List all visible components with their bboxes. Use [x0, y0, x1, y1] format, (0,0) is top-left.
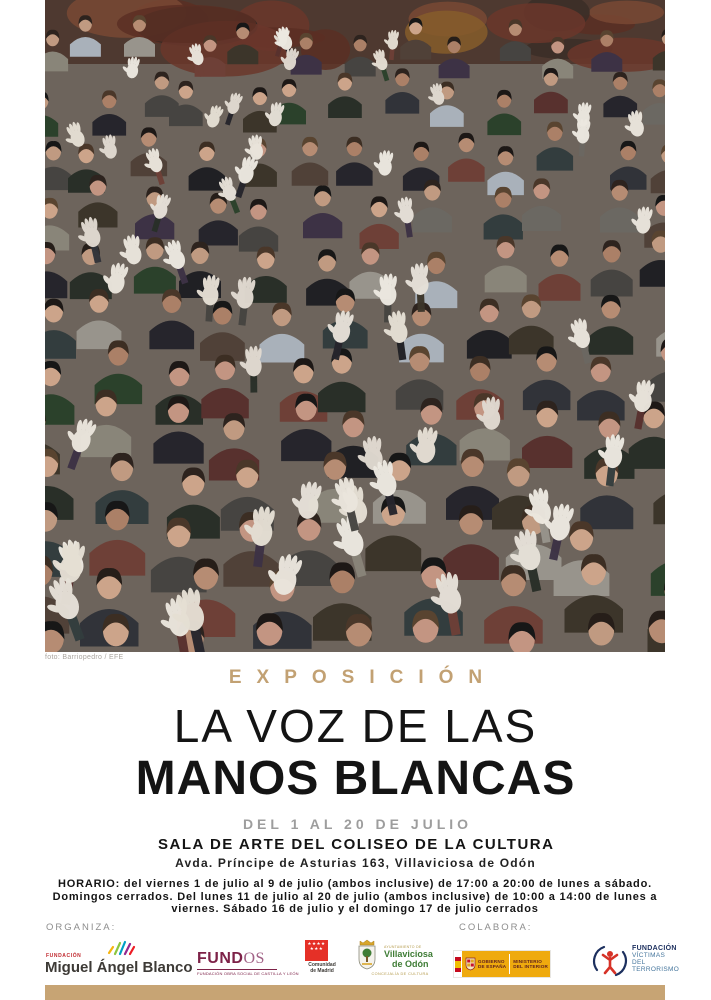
madrid-label-line2: de Madrid [310, 967, 334, 974]
flag-yellow [455, 961, 461, 968]
fmab-fundacion-text: FUNDACIÓN [46, 953, 82, 959]
photo-credit: foto: Barriopedro / EFE [45, 654, 124, 661]
fvt-text [632, 945, 679, 974]
logo-fundacion-miguel-angel-blanco [45, 940, 195, 980]
fundos-rule [197, 969, 277, 970]
poster-title-line1: LA VOZ DE LAS [173, 700, 538, 752]
fvt-del-text: DEL [632, 959, 646, 967]
logo-gobierno-espana [453, 950, 551, 978]
villaviciosa-name2: de Odón [392, 959, 429, 969]
fmab-name-text: Miguel Ángel Blanco [45, 959, 193, 976]
opening-hours: HORARIO: del viernes 1 de julio al 9 de julio (ambos inclusive) de 17:00 a 20:00 de lunes a sábado. Domingos cerrados. Del lunes 11 de julio al 20 de julio (ambos inclusive) de 10:00 a 14:00 de lunes a viernes. Sábado 16 de julio y el domingo 17 de julio cerrados [52, 878, 658, 915]
gobierno-yellow-box [462, 951, 550, 977]
bottom-gold-bar [45, 985, 665, 1000]
fvt-victimas-text: VÍCTIMAS [632, 952, 666, 959]
exhibition-kicker: EXPOSICIÓN [228, 667, 498, 688]
logo-fundos [197, 950, 299, 976]
exhibition-dates: DEL 1 AL 20 DE JULIO [242, 816, 473, 832]
fvt-figure-icon [592, 943, 628, 979]
fundos-wordmark [197, 950, 277, 968]
gobierno-line1: GOBIERNO [478, 958, 505, 964]
flag-red-bottom [455, 968, 461, 972]
spain-coat-of-arms-icon [465, 957, 476, 971]
fvt-terrorismo-text: TERRORISMO [632, 966, 680, 974]
gobierno-separator [509, 954, 510, 974]
crowd-photo [45, 0, 665, 652]
villaviciosa-concejalia-text: CONCEJALÍA DE CULTURA [371, 972, 429, 976]
organiza-label: ORGANIZA: [46, 922, 117, 933]
venue-address: Avda. Príncipe de Asturias 163, Villaviciosa de Odón [175, 856, 536, 870]
madrid-stars-row2: ★★★ [309, 945, 324, 951]
madrid-label-line1: Comunidad [308, 962, 336, 968]
ministerio-line1: MINISTERIO [513, 958, 543, 964]
madrid-label [299, 963, 345, 974]
fundos-light-text: OS [243, 950, 265, 967]
madrid-flag-icon [305, 940, 328, 961]
fundos-bold-text: FUND [197, 950, 244, 967]
ministerio-line2: DEL INTERIOR [513, 964, 548, 969]
spain-flag-icon [454, 951, 462, 977]
villaviciosa-name1: Villaviciosa [384, 949, 433, 959]
crowd-photo-svg [45, 0, 665, 652]
villaviciosa-crest-icon [354, 939, 380, 971]
fundos-tagline: FUNDACIÓN OBRA SOCIAL DE CASTILLA Y LEÓN [197, 971, 299, 976]
gobierno-text [478, 959, 506, 970]
fmab-flame-icon [105, 940, 139, 956]
ministerio-text [513, 959, 548, 970]
logo-victimas-terrorismo [592, 940, 702, 984]
logo-villaviciosa [352, 939, 448, 981]
venue-name: SALA DE ARTE DEL COLISEO DE LA CULTURA [158, 836, 555, 853]
poster-title-line2: MANOS BLANCAS [135, 752, 576, 805]
logo-comunidad-madrid [299, 940, 345, 974]
colabora-label: COLABORA: [459, 922, 533, 933]
villaviciosa-ayto-text: AYUNTAMIENTO DE [384, 945, 422, 949]
gobierno-line2: DE ESPAÑA [478, 964, 507, 969]
madrid-stars-row1: ★★★★ [307, 941, 326, 946]
fvt-fundacion-text: FUNDACIÓN [632, 945, 677, 952]
